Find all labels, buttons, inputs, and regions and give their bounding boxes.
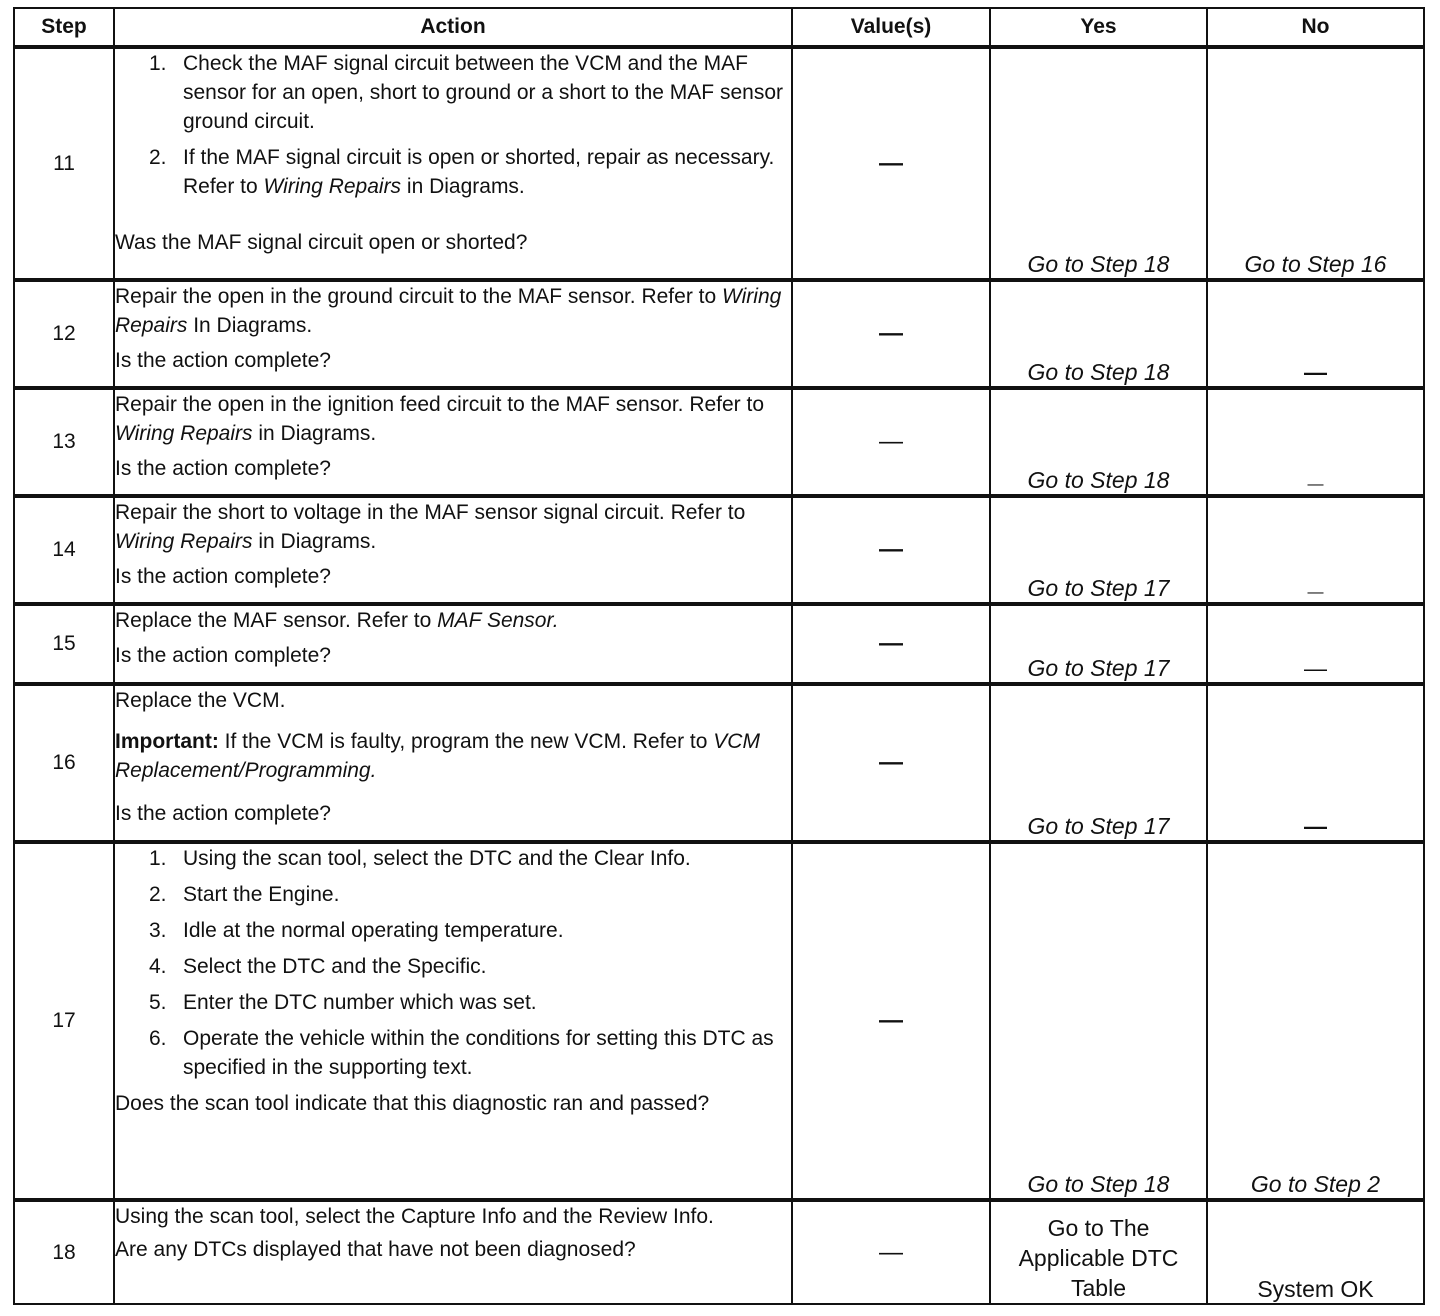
no-cell: System OK — [1207, 1200, 1424, 1304]
list-item-text: Check the MAF signal circuit between the VCM and the MAF sensor for an open, short to ground or a short to the MAF sensor ground circuit. — [183, 52, 783, 133]
header-action: Action — [114, 8, 792, 47]
question-text: Is the action complete? — [115, 565, 331, 588]
header-step: Step — [14, 8, 114, 47]
header-yes: Yes — [990, 8, 1207, 47]
value-cell: — — [792, 604, 990, 684]
table-row — [14, 842, 1424, 1200]
question-text: Is the action complete? — [115, 457, 331, 480]
diagnostic-table — [13, 7, 1425, 1305]
action-text: Using the scan tool, select the Capture Info and the Review Info. — [115, 1205, 714, 1228]
yes-cell: Go to Step 18 — [990, 842, 1207, 1200]
action-text: In Diagrams. — [187, 314, 313, 337]
question-text: Is the action complete? — [115, 802, 331, 825]
value-cell: — — [792, 1200, 990, 1304]
table-row — [14, 1200, 1424, 1304]
yes-cell: Go to Step 18 — [990, 280, 1207, 388]
procedure-list — [115, 49, 791, 201]
reference-link-text: Wiring Repairs — [115, 530, 253, 553]
value-cell: — — [792, 47, 990, 280]
yes-cell: Go to The Applicable DTC Table — [990, 1200, 1207, 1304]
step-number: 13 — [14, 388, 114, 496]
list-item: 6. Operate the vehicle within the conditions for setting this DTC as specified in the supporting text. — [149, 1027, 774, 1079]
action-text: Repair the open in the ground circuit to the MAF sensor. Refer to — [115, 285, 722, 308]
reference-link-text: Wiring Repairs — [263, 175, 402, 198]
reference-link-text: Wiring Repairs — [115, 285, 782, 337]
action-text: in Diagrams. — [252, 530, 377, 553]
action-cell — [114, 842, 792, 1200]
value-cell: — — [792, 388, 990, 496]
yes-cell: Go to Step 17 — [990, 496, 1207, 604]
table-row — [14, 496, 1424, 604]
table-row — [14, 47, 1424, 280]
list-item: 5. Enter the DTC number which was set. — [149, 991, 537, 1014]
action-cell — [114, 684, 792, 842]
list-item-text: in Diagrams. — [401, 175, 525, 198]
list-item: 3. Idle at the normal operating temperature. — [149, 919, 564, 942]
procedure-list — [115, 844, 791, 1082]
step-number: 12 — [14, 280, 114, 388]
no-cell: — — [1207, 388, 1424, 496]
action-cell — [114, 280, 792, 388]
value-cell: — — [792, 280, 990, 388]
yes-cell: Go to Step 18 — [990, 388, 1207, 496]
step-number: 16 — [14, 684, 114, 842]
action-cell — [114, 496, 792, 604]
value-cell: — — [792, 684, 990, 842]
list-item: 1. Check the MAF signal circuit between the VCM and the MAF sensor for an open, short to ground or a short to the MAF sensor ground circuit. — [149, 52, 783, 133]
step-number: 11 — [14, 47, 114, 280]
table-row — [14, 280, 1424, 388]
list-item-text: Start the Engine. — [183, 883, 340, 906]
action-text: Replace the VCM. — [115, 689, 286, 712]
header-row — [14, 8, 1424, 47]
yes-cell: Go to Step 18 — [990, 47, 1207, 280]
list-item-text: Select the DTC and the Specific. — [183, 955, 487, 978]
reference-link-text: Wiring Repairs — [115, 422, 253, 445]
no-cell: — — [1207, 604, 1424, 684]
action-text: Repair the short to voltage in the MAF sensor signal circuit. Refer to — [115, 501, 746, 524]
action-cell — [114, 1200, 792, 1304]
header-values: Value(s) — [792, 8, 990, 47]
list-item: 2. Start the Engine. — [149, 883, 340, 906]
no-cell: — — [1207, 496, 1424, 604]
list-item: 2. If the MAF signal circuit is open or shorted, repair as necessary. Refer to Wiring Repairs in Diagrams. — [149, 146, 775, 198]
step-number: 15 — [14, 604, 114, 684]
table-row — [14, 604, 1424, 684]
list-item: 1. Using the scan tool, select the DTC and the Clear Info. — [149, 847, 691, 870]
reference-link-text: VCM Replacement/Programming. — [115, 730, 760, 782]
value-cell: — — [792, 496, 990, 604]
question-text: Was the MAF signal circuit open or shorted? — [115, 231, 528, 254]
action-text: in Diagrams. — [252, 422, 377, 445]
action-cell — [114, 604, 792, 684]
list-item-text: Using the scan tool, select the DTC and the Clear Info. — [183, 847, 691, 870]
question-text: Does the scan tool indicate that this diagnostic ran and passed? — [115, 1092, 710, 1115]
header-no: No — [1207, 8, 1424, 47]
step-number: 14 — [14, 496, 114, 604]
action-text: Repair the open in the ignition feed circuit to the MAF sensor. Refer to — [115, 393, 765, 416]
no-cell: Go to Step 16 — [1207, 47, 1424, 280]
yes-cell: Go to Step 17 — [990, 604, 1207, 684]
yes-cell: Go to Step 17 — [990, 684, 1207, 842]
table-row — [14, 684, 1424, 842]
table-row — [14, 388, 1424, 496]
action-cell — [114, 47, 792, 280]
question-text: Are any DTCs displayed that have not been diagnosed? — [115, 1238, 636, 1261]
list-item: 4. Select the DTC and the Specific. — [149, 955, 487, 978]
no-cell: — — [1207, 280, 1424, 388]
list-item-text: If the MAF signal circuit is open or shorted, repair as necessary. Refer to — [183, 146, 775, 198]
list-item-text: Idle at the normal operating temperature. — [183, 919, 564, 942]
action-cell — [114, 388, 792, 496]
step-number: 17 — [14, 842, 114, 1200]
important-label: Important: — [115, 730, 219, 753]
action-text: If the VCM is faulty, program the new VCM. Refer to — [218, 730, 714, 753]
no-cell: Go to Step 2 — [1207, 842, 1424, 1200]
question-text: Is the action complete? — [115, 349, 331, 372]
reference-link-text: MAF Sensor. — [437, 609, 559, 632]
list-item-text: Operate the vehicle within the conditions for setting this DTC as specified in the supporting text. — [183, 1027, 774, 1079]
value-cell: — — [792, 842, 990, 1200]
no-cell: — — [1207, 684, 1424, 842]
list-item-text: Enter the DTC number which was set. — [183, 991, 537, 1014]
question-text: Is the action complete? — [115, 644, 331, 667]
action-text: Replace the MAF sensor. Refer to — [115, 609, 438, 632]
step-number: 18 — [14, 1200, 114, 1304]
